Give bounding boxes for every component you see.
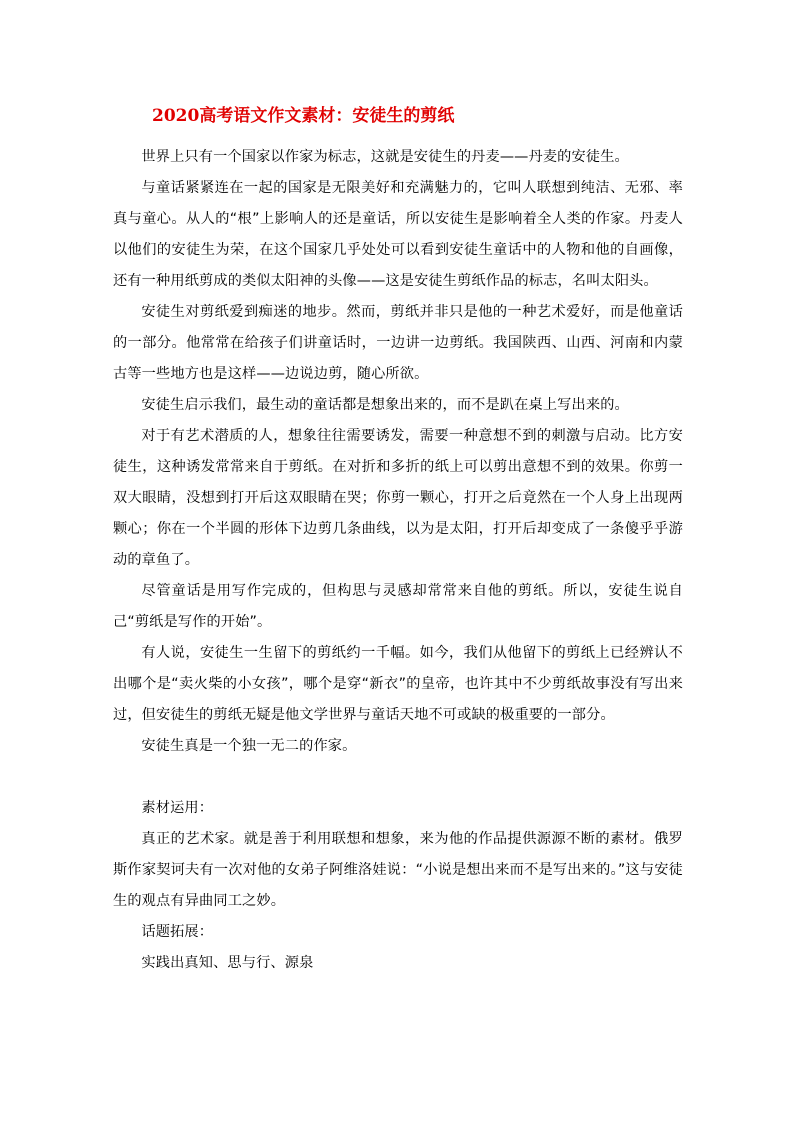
paragraph: 安徒生真是一个独一无二的作家。 [141, 738, 357, 754]
topic-heading: 话题拓展： [141, 924, 214, 940]
document-title: 2020高考语文作文素材：安徒生的剪纸 [152, 106, 455, 126]
topic-text: 实践出真知、思与行、源泉 [141, 955, 314, 971]
paragraph: 有人说，安徒生一生留下的剪纸约一千幅。如今，我们从他留下的剪纸上已经辨认不出哪个是“卖火柴的小女孩”，哪个是穿“新衣”的皇帝，也许其中不少剪纸故事没有写出来过，但安徒生的剪纸无疑是他文学世界与童话天地不可或缺的极重要的一部分。 [113, 645, 683, 723]
paragraph: 安徒生对剪纸爱到痴迷的地步。然而，剪纸并非只是他的一种艺术爱好，而是他童话的一部分。他常常在给孩子们讲童话时，一边讲一边剪纸。我国陕西、山西、河南和内蒙古等一些地方也是这样——边说边剪，随心所欲。 [113, 304, 683, 382]
paragraph: 与童话紧紧连在一起的国家是无限美好和充满魅力的，它叫人联想到纯洁、无邪、率真与童心。从人的“根”上影响人的还是童话，所以安徒生是影响着全人类的作家。丹麦人以他们的安徒生为荣，在这个国家几乎处处可以看到安徒生童话中的人物和他的自画像，还有一种用纸剪成的类似太阳神的头像——这是安徒生剪纸作品的标志，名叫太阳头。 [113, 180, 683, 289]
document-body [113, 142, 683, 979]
blank-line [113, 762, 683, 793]
paragraph: 安徒生启示我们，最生动的童话都是想象出来的，而不是趴在桌上写出来的。 [141, 397, 629, 413]
paragraph: 尽管童话是用写作完成的，但构思与灵感却常常来自他的剪纸。所以，安徒生说自己“剪纸是写作的开始”。 [113, 583, 683, 630]
paragraph: 对于有艺术潜质的人，想象往往需要诱发，需要一种意想不到的刺激与启动。比方安徒生，这种诱发常常来自于剪纸。在对折和多折的纸上可以剪出意想不到的效果。你剪一双大眼睛，没想到打开后这双眼睛在哭；你剪一颗心，打开之后竟然在一个人身上出现两颗心；你在一个半圆的形体下边剪几条曲线，以为是太阳，打开后却变成了一条傻乎乎游动的章鱼了。 [113, 428, 683, 568]
paragraph: 世界上只有一个国家以作家为标志，这就是安徒生的丹麦——丹麦的安徒生。 [141, 149, 629, 165]
material-text: 真正的艺术家。就是善于利用联想和想象，来为他的作品提供源源不断的素材。俄罗斯作家契诃夫有一次对他的女弟子阿维洛娃说：“小说是想出来而不是写出来的。”这与安徒生的观点有异曲同工之妙。 [113, 831, 683, 909]
material-heading: 素材运用： [141, 800, 214, 816]
